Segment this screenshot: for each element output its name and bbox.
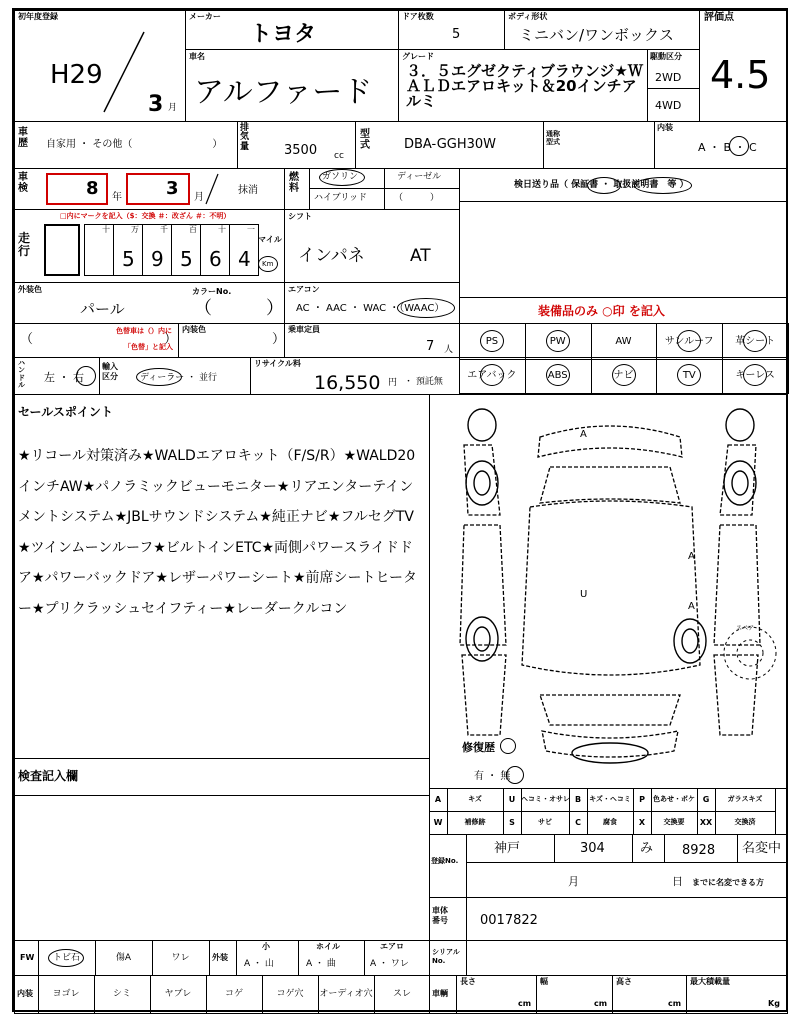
inspection-year-box [46,173,108,205]
inspection-slash [202,172,222,206]
inspection-month: 3 [166,178,179,199]
dims-length-unit: cm [518,999,532,1008]
legend-desc: 腐食 [603,818,617,826]
displacement-label: 排 気 量 [240,123,250,152]
serial-cell [429,940,788,976]
inspection-notes-divider [14,795,430,796]
interior-label: 内装 [17,989,33,998]
color-code-label: カラーNo. [192,287,232,296]
shift-label: シフト [288,212,312,221]
chassis-label: 車体 番号 [432,906,448,925]
interior-item: コゲ [224,989,243,999]
legend-code: U [508,795,516,804]
exterior-small-label: 小 [262,942,270,951]
registration-cell [429,834,788,898]
shift-position: インパネ [298,246,365,266]
displacement-unit: cc [334,151,344,161]
fuel-divider-v2 [384,168,385,210]
dims-weight-unit: Kg [768,999,780,1008]
dims-cell [429,975,788,1014]
dims-label: 車輌 [432,989,448,998]
equipment-item-circle [546,364,570,386]
serial-divider [466,940,467,976]
import-dealer-circle [136,368,182,386]
fw-item: ワレ [171,953,190,963]
mileage-note: □内にマークを記入（$：交換 ＃：改ざん ＃：不明） [60,212,231,220]
first-registration-year: H29 [50,60,103,90]
registration-divider [466,862,788,863]
equipment-item-circle [743,364,767,386]
recycle-deposit: ・ 預託無 [404,377,443,387]
dims-width-label: 幅 [540,977,548,986]
aircon-circle [397,298,455,318]
exterior-aero-label: エアロ [380,942,404,951]
odometer-unit-label: 十 [218,225,226,234]
aircon-label: エアコン [288,285,320,294]
equipment-item: PS [485,336,499,347]
mileage-km-circle [258,256,278,272]
recycle-label: リサイクル料 [254,359,301,368]
dims-div-1 [536,975,537,1014]
papers-divider [459,201,788,202]
equipment-item: キーレス [735,370,775,381]
score-value: 4.5 [710,53,771,97]
legend-desc: ヘコミ・オサレ [521,795,570,803]
model-value: アルファード [194,75,373,110]
mileage-mark-box [44,224,80,276]
registration-kana: み [640,841,654,856]
registration-class: 304 [580,841,605,856]
recycle-yen: 円 [388,378,398,388]
inspection-label: 車 検 [18,172,28,194]
equipment-item-circle [546,330,570,352]
auction-sheet [12,8,788,1012]
registration-region: 神戸 [494,841,521,856]
maker-value: トヨタ [250,22,317,47]
dims-weight-label: 最大積載量 [690,977,730,986]
legend-code: P [639,795,645,804]
odometer-digit: 9 [151,247,164,271]
interior-item: ヨゴレ [52,989,80,999]
doors-value: 5 [452,27,461,42]
diagram-mark-side-1: A [688,551,695,562]
first-registration-label: 初年度登録 [18,12,58,21]
papers-value: 検日送り品（ 保証書 ・ 取扱説明書 等 ） [514,180,689,190]
fuel-diesel: ディーゼル [397,172,442,182]
legend-desc: 補修跡 [464,818,486,826]
odometer-unit-label: 千 [160,225,168,234]
body-label: ボディ形状 [508,12,548,21]
odometer-unit-label: 一 [247,225,255,234]
color-change-note2: 「色替」と記入 [124,343,173,351]
odometer-digit: 5 [180,247,193,271]
dims-divider [456,975,457,1014]
common-type-label: 通称 型式 [546,130,560,147]
exterior-label: 外装 [212,953,228,962]
drive-2wd: 2WD [655,71,682,84]
mileage-label: 走 行 [18,231,31,258]
legend-code: X [638,818,646,827]
registration-month: 月 [568,875,579,888]
dims-div-2 [612,975,613,1014]
legend-desc: サビ [538,818,552,826]
first-registration-slash [98,30,148,114]
handle-label: ハ ン ド ル [18,359,25,390]
exterior-wheel-value: A ・ 曲 [306,959,336,969]
interior-color-paren: ） [272,332,286,347]
chassis-value: 0017822 [480,913,538,928]
capacity-label: 乗車定員 [288,325,320,334]
inspection-cancel: 抹消 [238,185,258,196]
registration-div-2 [632,834,633,862]
exterior-color-value: パール [80,300,125,318]
drive-4wd: 4WD [655,99,682,112]
interior-item: オーディオ穴 [319,989,373,999]
legend-code: C [575,818,581,827]
registration-div-4 [737,834,738,862]
equipment-item: PW [549,336,566,347]
equipment-item: AW [615,336,632,347]
legend-desc: キズ・ヘコミ [589,795,631,803]
chassis-divider [466,897,467,941]
equipment-item: ナビ [613,370,634,381]
registration-label-divider [466,834,467,898]
interior-color-label: 内装色 [182,325,206,334]
registration-div-1 [554,834,555,862]
dims-height-unit: cm [668,999,682,1008]
legend-desc: 色あせ・ボケ [653,795,695,803]
inspection-year: 8 [86,178,99,199]
fuel-other: （ ） [394,193,440,203]
capacity-unit: 人 [444,345,454,355]
inspection-notes-title: 検査記入欄 [18,769,79,783]
fuel-gasoline: ガソリン [322,172,359,182]
drive-divider [647,88,700,89]
fw-label: FW [20,953,35,962]
capacity-value: 7 [426,339,435,354]
equipment-item-circle [612,364,636,386]
registration-day: 日 [672,875,683,888]
shift-type: AT [410,246,431,266]
exterior-div-2 [298,940,299,976]
model-label: 車名 [189,52,205,61]
exterior-div-1 [236,940,237,976]
repair-none-circle [506,766,524,784]
odometer-unit-label: 十 [102,225,110,234]
type-value: DBA-GGH30W [404,137,497,152]
dims-height-label: 高さ [616,977,632,986]
legend-code: G [702,795,710,804]
color-change-note1: 色替車は（）内に [116,327,172,335]
interior-item: ヤブレ [164,989,192,999]
interior-grade-value: A ・ B ・ C [698,141,757,154]
inspection-year-unit: 年 [112,192,122,203]
type-label: 型 式 [360,129,370,151]
inspection-notes-cell [14,758,430,941]
legend-desc: キズ [468,795,482,803]
equipment-item-circle [743,330,767,352]
fw-item: トビ石 [52,953,80,963]
mileage-km: Km [262,260,274,268]
equipment-item: TV [682,370,696,381]
exterior-small-value: A ・ 山 [244,959,274,969]
aircon-value: AC ・ AAC ・ WAC ・（WAAC） [296,303,445,314]
legend-code: B [574,795,582,804]
odometer-digit: 5 [122,247,135,271]
dims-length-label: 長さ [460,977,476,986]
papers-warranty-circle [587,177,621,194]
drive-label: 駆動区分 [650,52,682,61]
dims-div-3 [686,975,687,1014]
color-change-paren-left: （ [20,332,34,347]
diagram-mark-roof: U [580,589,588,600]
inspection-month-unit: 月 [194,192,204,203]
repair-history-value: 有 ・ 無 [474,771,511,782]
maker-label: メーカー [189,12,221,21]
fuel-gasoline-circle [319,169,365,186]
odometer-unit-label: 万 [131,225,139,234]
legend-code: W [433,818,443,827]
interior-item: シミ [112,989,131,999]
history-value: 自家用 ・ その他（ ） [46,139,223,150]
registration-number: 8928 [682,843,716,858]
legend-code: A [434,795,442,804]
exterior-div-3 [364,940,365,976]
first-registration-month: 3 [148,92,164,117]
equipment-item: ABS [547,370,568,381]
sales-point-text: ★リコール対策済み★WALDエアロキット（F/S/R）★WALD20インチAW★パノラミックビューモニター★リアエンターテインメントシステム★JBLサウンドシステム★純正ナビ★フルセグTV★ツインムーンルーフ★ビルトインETC★両側パワースライドドア★パワーバックドア★レザーパワーシート★前席シートヒーター★プリクラッシュセイフティー★レーダークルコン [18,448,417,617]
handle-value: 左 ・ 右 [44,371,84,384]
registration-transfer: 名変中 [742,841,782,856]
papers-manual-circle [634,177,692,194]
handle-right-circle [76,366,96,386]
legend-desc: 交換要 [663,818,685,826]
legend-desc: 交換済 [734,818,756,826]
sales-point-title: セールスポイント [18,405,113,419]
fw-stone-circle [48,949,84,967]
interior-item: スレ [392,989,411,999]
fuel-label: 燃 料 [289,172,299,194]
registration-label: 登録No. [431,857,459,865]
interior-grade-circle [729,136,749,156]
legend-desc: ガラスキズ [727,795,763,803]
import-label: 輸入 区分 [102,362,118,381]
fw-item: 傷A [115,953,132,963]
interior-item: コゲ穴 [276,989,304,999]
score-label: 評価点 [704,12,734,23]
exterior-color-label: 外装色 [18,285,42,294]
diagram-mark-side-2: A [688,601,695,612]
equipment-item-circle [480,364,504,386]
equipment-item-circle [480,330,504,352]
registration-div-3 [664,834,665,862]
doors-label: ドア枚数 [402,12,434,21]
repair-history-circle [500,738,516,754]
first-registration-month-unit: 月 [168,103,178,113]
exterior-aero-value: A ・ ワレ [370,959,409,969]
import-value: ディーラー ・ 並行 [140,373,218,383]
legend-code: S [509,818,515,827]
mileage-mile: マイル [258,235,282,244]
serial-label: シリアル No. [432,948,460,966]
fuel-divider-v [309,168,310,210]
recycle-value: 16,550 [314,372,381,394]
color-code-value: （ ） [194,298,284,319]
inspection-month-box [126,173,190,205]
grade-value: ３．５エグゼクティブラウンジ★ＷＡＬＤエアロキット＆20インチアルミ [406,62,643,110]
odometer-digit: 6 [209,247,222,271]
body-value: ミニバン/ワンボックス [519,26,674,44]
legend-code: XX [699,818,713,827]
interior-grade-label: 内装 [657,123,673,132]
car-diagram [430,395,787,788]
displacement-value: 3500 [284,143,318,158]
registration-transfer-note: までに名変できる方 [692,878,764,887]
history-label: 車 歴 [18,127,28,149]
odometer-unit-label: 百 [189,225,197,234]
exterior-wheel-label: ホイル [316,942,340,951]
fuel-hybrid: ハイブリッド [314,193,368,203]
grade-label: グレード [402,52,434,61]
dims-width-unit: cm [594,999,608,1008]
fuel-divider-h [309,188,460,189]
equipment-header: 装備品のみ ○印 を記入 [538,304,665,318]
equipment-item: サンルーフ [664,336,714,347]
color-change-paren-right: ） [164,332,178,347]
diagram-mark-front: A [580,429,587,440]
equipment-item: エアバック [467,370,517,381]
repair-history-label: 修復歴 [462,741,495,754]
equipment-item: 革シート [735,336,776,347]
odometer-digit: 4 [238,247,251,271]
diagram-spare-label: スペア [736,625,755,632]
